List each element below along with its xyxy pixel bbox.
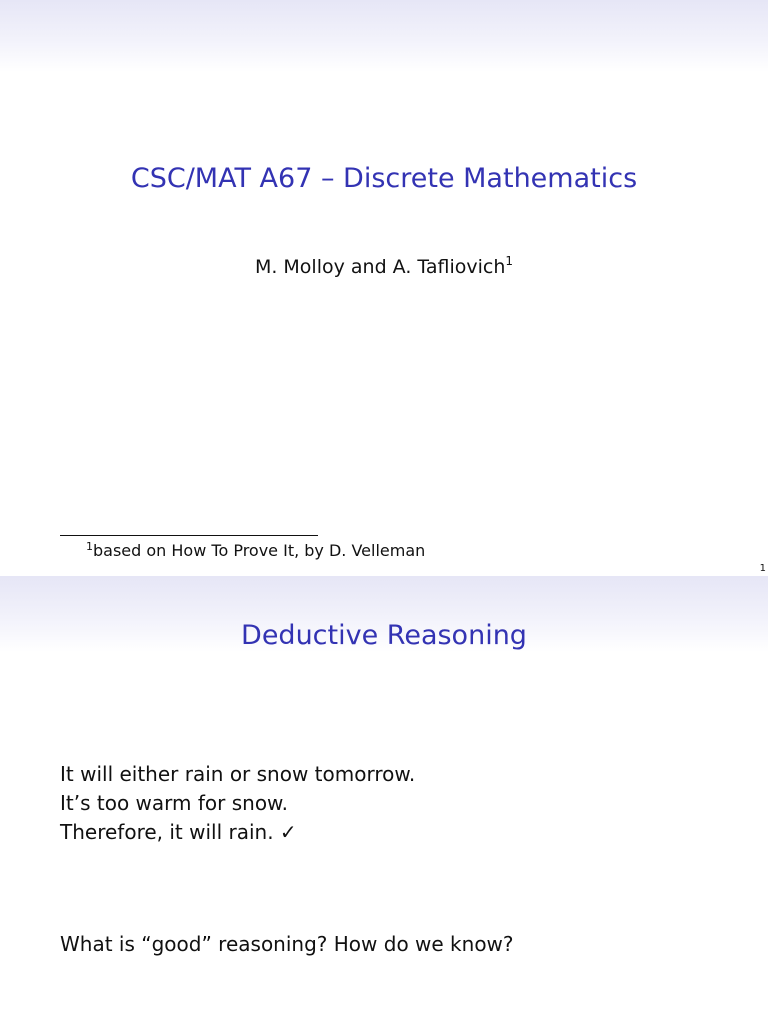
argument-line: Therefore, it will rain. ✓ — [60, 820, 297, 844]
authors-text: M. Molloy and A. Tafliovich — [254, 256, 506, 278]
argument-block — [60, 760, 415, 847]
argument-line: It’s too warm for snow. — [60, 791, 288, 815]
slide-title: Deductive Reasoning — [241, 620, 527, 651]
footnote-mark: 1 — [86, 540, 93, 553]
footnote — [86, 541, 425, 560]
question-text: What is “good” reasoning? How do we know? — [60, 932, 514, 956]
slide-header-band — [0, 0, 768, 72]
footnote-rule — [60, 535, 318, 536]
slide-authors — [0, 256, 768, 278]
page-number: 1 — [759, 563, 766, 574]
footnote-text: based on How To Prove It, by D. Velleman — [93, 541, 426, 560]
slide-title: CSC/MAT A67 – Discrete Mathematics — [130, 163, 638, 194]
argument-line: It will either rain or snow tomorrow. — [60, 762, 416, 786]
slide-2 — [0, 576, 768, 1024]
author-footnote-mark: 1 — [505, 254, 514, 268]
